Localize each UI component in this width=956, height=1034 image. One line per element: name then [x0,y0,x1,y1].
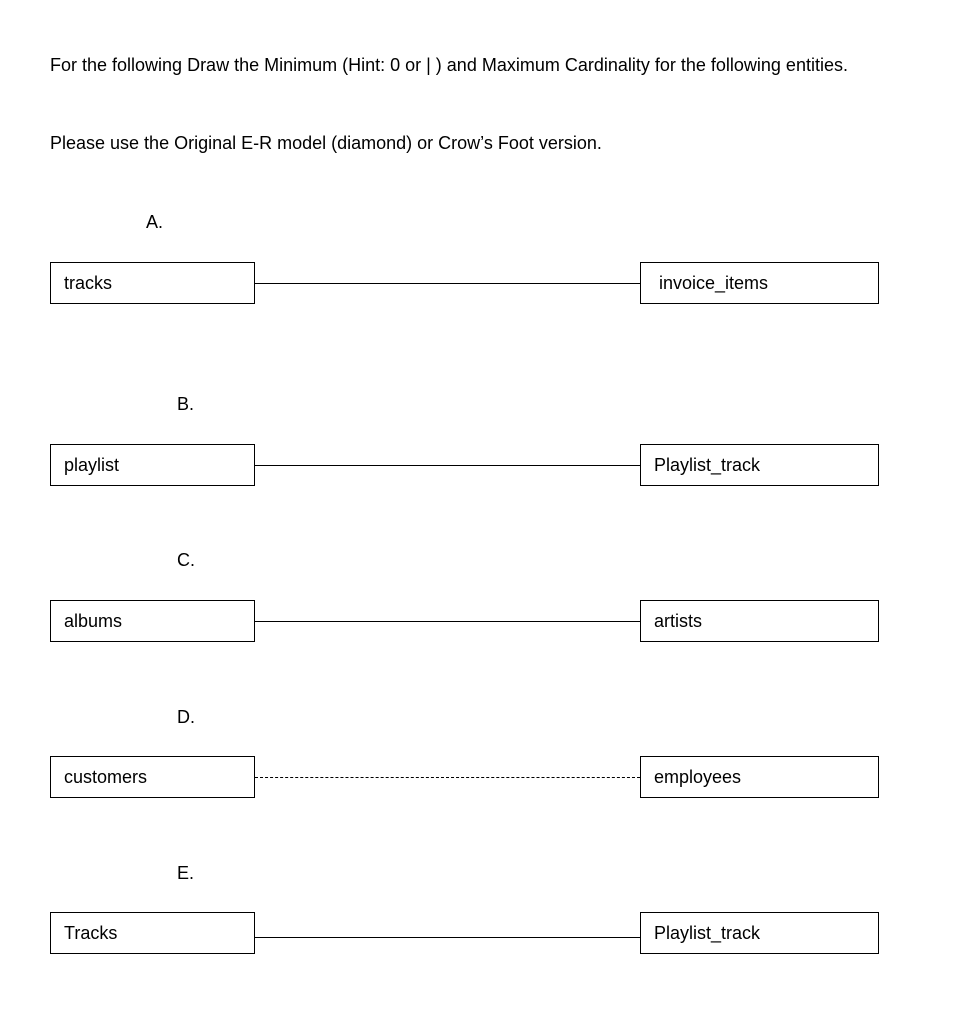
relationship-line[interactable] [255,937,640,938]
relationship-letter: B. [177,394,195,414]
relationship-line[interactable] [255,777,640,778]
entity-box-left[interactable]: Tracks [50,912,255,954]
relationship-line[interactable] [255,621,640,622]
relationship-line[interactable] [255,283,640,284]
relationship-letter: D. [177,707,195,727]
entity-box-left[interactable]: playlist [50,444,255,486]
entity-box-right[interactable]: artists [640,600,879,642]
entity-box-right[interactable]: invoice_items [640,262,879,304]
entity-box-left[interactable]: customers [50,756,255,798]
relationship-letter: E. [177,863,195,883]
instructions-text: For the following Draw the Minimum (Hint: 0 or | ) and Maximum Cardinality for the following entities. [50,55,848,75]
relationship-letter: A. [146,212,164,232]
entity-box-right[interactable]: Playlist_track [640,444,879,486]
relationship-letter: C. [177,550,195,570]
entity-box-right[interactable]: employees [640,756,879,798]
entity-box-right[interactable]: Playlist_track [640,912,879,954]
entity-box-left[interactable]: albums [50,600,255,642]
instructions-subtext: Please use the Original E-R model (diamond) or Crow’s Foot version. [50,133,602,153]
entity-box-left[interactable]: tracks [50,262,255,304]
relationship-line[interactable] [255,465,640,466]
